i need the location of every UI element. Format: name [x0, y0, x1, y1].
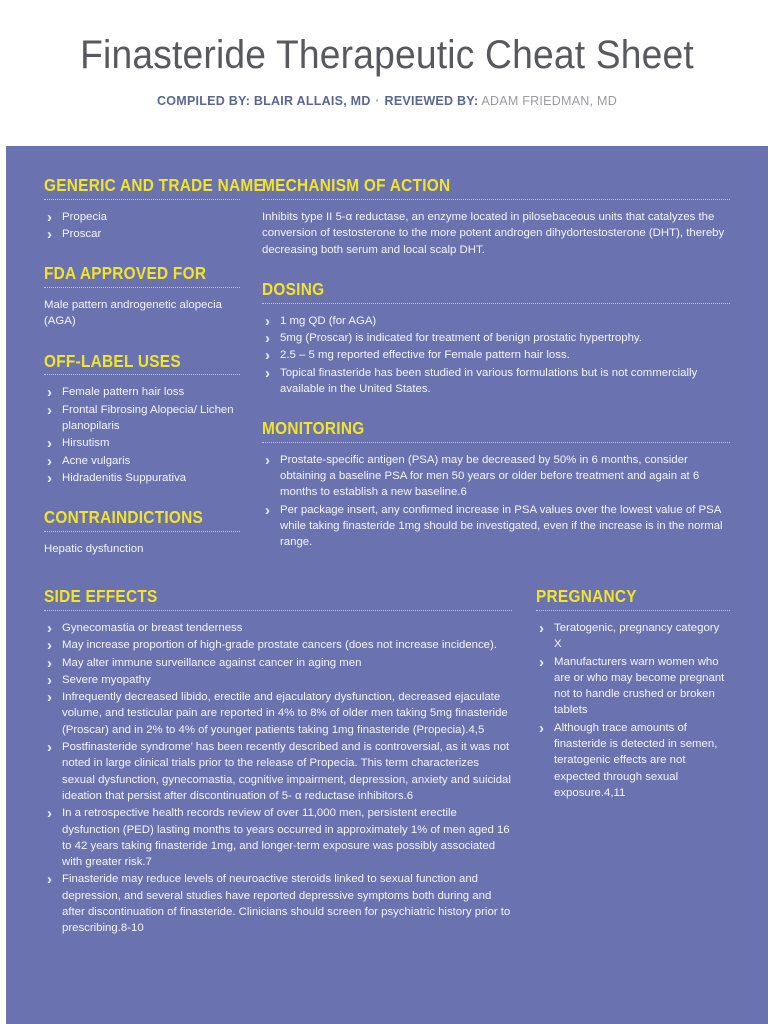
section-off-label-uses	[44, 352, 240, 486]
top-columns	[44, 176, 730, 579]
section-heading: CONTRAINDICTIONS	[44, 507, 204, 528]
section-heading: MECHANISM OF ACTION	[262, 175, 451, 195]
list-item: › Finasteride may reduce levels of neuroactive steroids linked to sexual function and depression, and several studies have reported depressive symptoms both during and after discontinuation of finasteride. Clinicians should screen for psychiatric history prior to prescribing.8-10	[44, 871, 512, 936]
section-fda-approved-for	[44, 264, 240, 330]
heading-rule	[44, 610, 512, 611]
section-dosing	[262, 280, 730, 397]
list-item: › Severe myopathy	[44, 672, 512, 688]
fda-approved-text: Male pattern androgenetic alopecia (AGA)	[44, 298, 222, 328]
list-item: › Infrequently decreased libido, erectile and ejaculatory dysfunction, decreased ejaculate volume, and testicular pain are reported in 4% to 8% of older men taking 5mg finasteride (Proscar) and in 2% to 4% of younger patients taking 1mg finasteride (Propecia).4,5	[44, 689, 512, 738]
monitoring-list	[262, 452, 730, 551]
list-item: › 2.5 – 5 mg reported effective for Female pattern hair loss.	[262, 347, 730, 363]
section-pregnancy	[536, 587, 730, 801]
list-item: › May increase proportion of high-grade prostate cancers (does not increase incidence).	[44, 637, 512, 653]
left-column	[44, 175, 264, 579]
section-heading: OFF-LABEL USES	[44, 350, 181, 371]
section-heading: GENERIC AND TRADE NAME	[44, 175, 264, 195]
mechanism-text: Inhibits type II 5-α reductase, an enzyme located in pilosebaceous units that catalyzes the conversion of testosterone to the more potent androgen dihydortestosterone (DHT), thereby decreasing both serum and local scalp DHT.	[262, 210, 725, 256]
heading-rule	[262, 199, 730, 200]
content-panel	[6, 146, 768, 1024]
heading-rule	[262, 442, 730, 443]
heading-rule	[536, 610, 730, 611]
list-item: › In a retrospective health records review of over 11,000 men, persistent erectile dysfunction (PED) lasting months to years occurred in approximately 1% of men aged 16 to 42 years taking finasteride 1mg, and longer-term exposure was possibly associated with greater risk.7	[44, 805, 512, 870]
list-item: › Teratogenic, pregnancy category X	[536, 620, 730, 653]
heading-rule	[262, 303, 730, 304]
heading-rule	[44, 287, 240, 288]
section-contraindications	[44, 508, 240, 557]
list-item: › Gynecomastia or breast tenderness	[44, 620, 512, 636]
byline	[48, 93, 726, 108]
section-heading: MONITORING	[262, 418, 365, 439]
list-item: › Acne vulgaris	[44, 453, 240, 469]
compiled-by-value: BLAIR ALLAIS, MD	[250, 93, 371, 109]
reviewed-by-value: ADAM FRIEDMAN, MD	[478, 93, 617, 109]
pregnancy-column	[536, 587, 730, 821]
right-column	[262, 176, 730, 573]
side-effects-list	[44, 620, 512, 937]
list-item: › Although trace amounts of finasteride is detected in semen, teratogenic effects are not expected through sexual exposure.4,11	[536, 720, 730, 801]
list-item: › Topical finasteride has been studied in various formulations but is not commercially available in the United States.	[262, 365, 730, 398]
section-heading: PREGNANCY	[536, 586, 637, 607]
section-generic-and-trade-name	[44, 175, 264, 242]
list-item: › Per package insert, any confirmed increase in PSA values over the lowest value of PSA while taking finasteride 1mg should be investigated, even if the increase is in the normal range.	[262, 502, 730, 551]
compiled-by-label: COMPILED BY:	[157, 93, 251, 109]
list-item: › May alter immune surveillance against cancer in aging men	[44, 655, 512, 671]
list-item: › Manufacturers warn women who are or who may become pregnant not to handle crushed or broken tablets	[536, 654, 730, 719]
list-item: › Prostate-specific antigen (PSA) may be decreased by 50% in 6 months, consider obtaining a baseline PSA for men 50 years or older before treatment and again at 6 months to establish a new baseline.6	[262, 452, 730, 501]
dosing-list	[262, 313, 730, 397]
list-item: › Proscar	[44, 226, 240, 242]
list-item: › Female pattern hair loss	[44, 384, 240, 400]
list-item: › 5mg (Proscar) is indicated for treatment of benign prostatic hypertrophy.	[262, 330, 730, 346]
contraindications-text: Hepatic dysfunction	[44, 542, 144, 555]
heading-rule	[44, 531, 240, 532]
section-heading: SIDE EFFECTS	[44, 586, 158, 607]
side-effects-column	[44, 587, 512, 956]
list-item: › Frontal Fibrosing Alopecia/ Lichen planopilaris	[44, 402, 240, 435]
page-title: Finasteride Therapeutic Cheat Sheet	[80, 33, 694, 77]
list-item: › Hidradenitis Suppurativa	[44, 470, 240, 486]
reviewed-by-label: REVIEWED BY:	[384, 93, 479, 109]
section-monitoring	[262, 419, 730, 550]
section-mechanism-of-action	[262, 176, 730, 258]
list-item: › Propecia	[44, 209, 240, 225]
page-header	[0, 0, 774, 108]
bottom-columns	[44, 587, 730, 956]
section-side-effects	[44, 587, 512, 936]
heading-rule	[44, 199, 240, 200]
generic-trade-list	[44, 209, 240, 243]
section-heading: FDA APPROVED FOR	[44, 263, 207, 284]
list-item: › Postfinasteride syndrome’ has been recently described and is controversial, as it was not noted in large clinical trials prior to the release of Propecia. This term characterizes sexual dysfunction, gynecomastia, cognitive impairment, depression, anxiety and suicidal ideation that persist after discontinuation of 5- α reductase inhibitors.6	[44, 739, 512, 804]
heading-rule	[44, 374, 240, 375]
pregnancy-list	[536, 620, 730, 801]
byline-separator: ·	[375, 93, 380, 109]
section-heading: DOSING	[262, 279, 325, 300]
list-item: › Hirsutism	[44, 435, 240, 451]
list-item: › 1 mg QD (for AGA)	[262, 313, 730, 329]
off-label-list	[44, 384, 240, 486]
